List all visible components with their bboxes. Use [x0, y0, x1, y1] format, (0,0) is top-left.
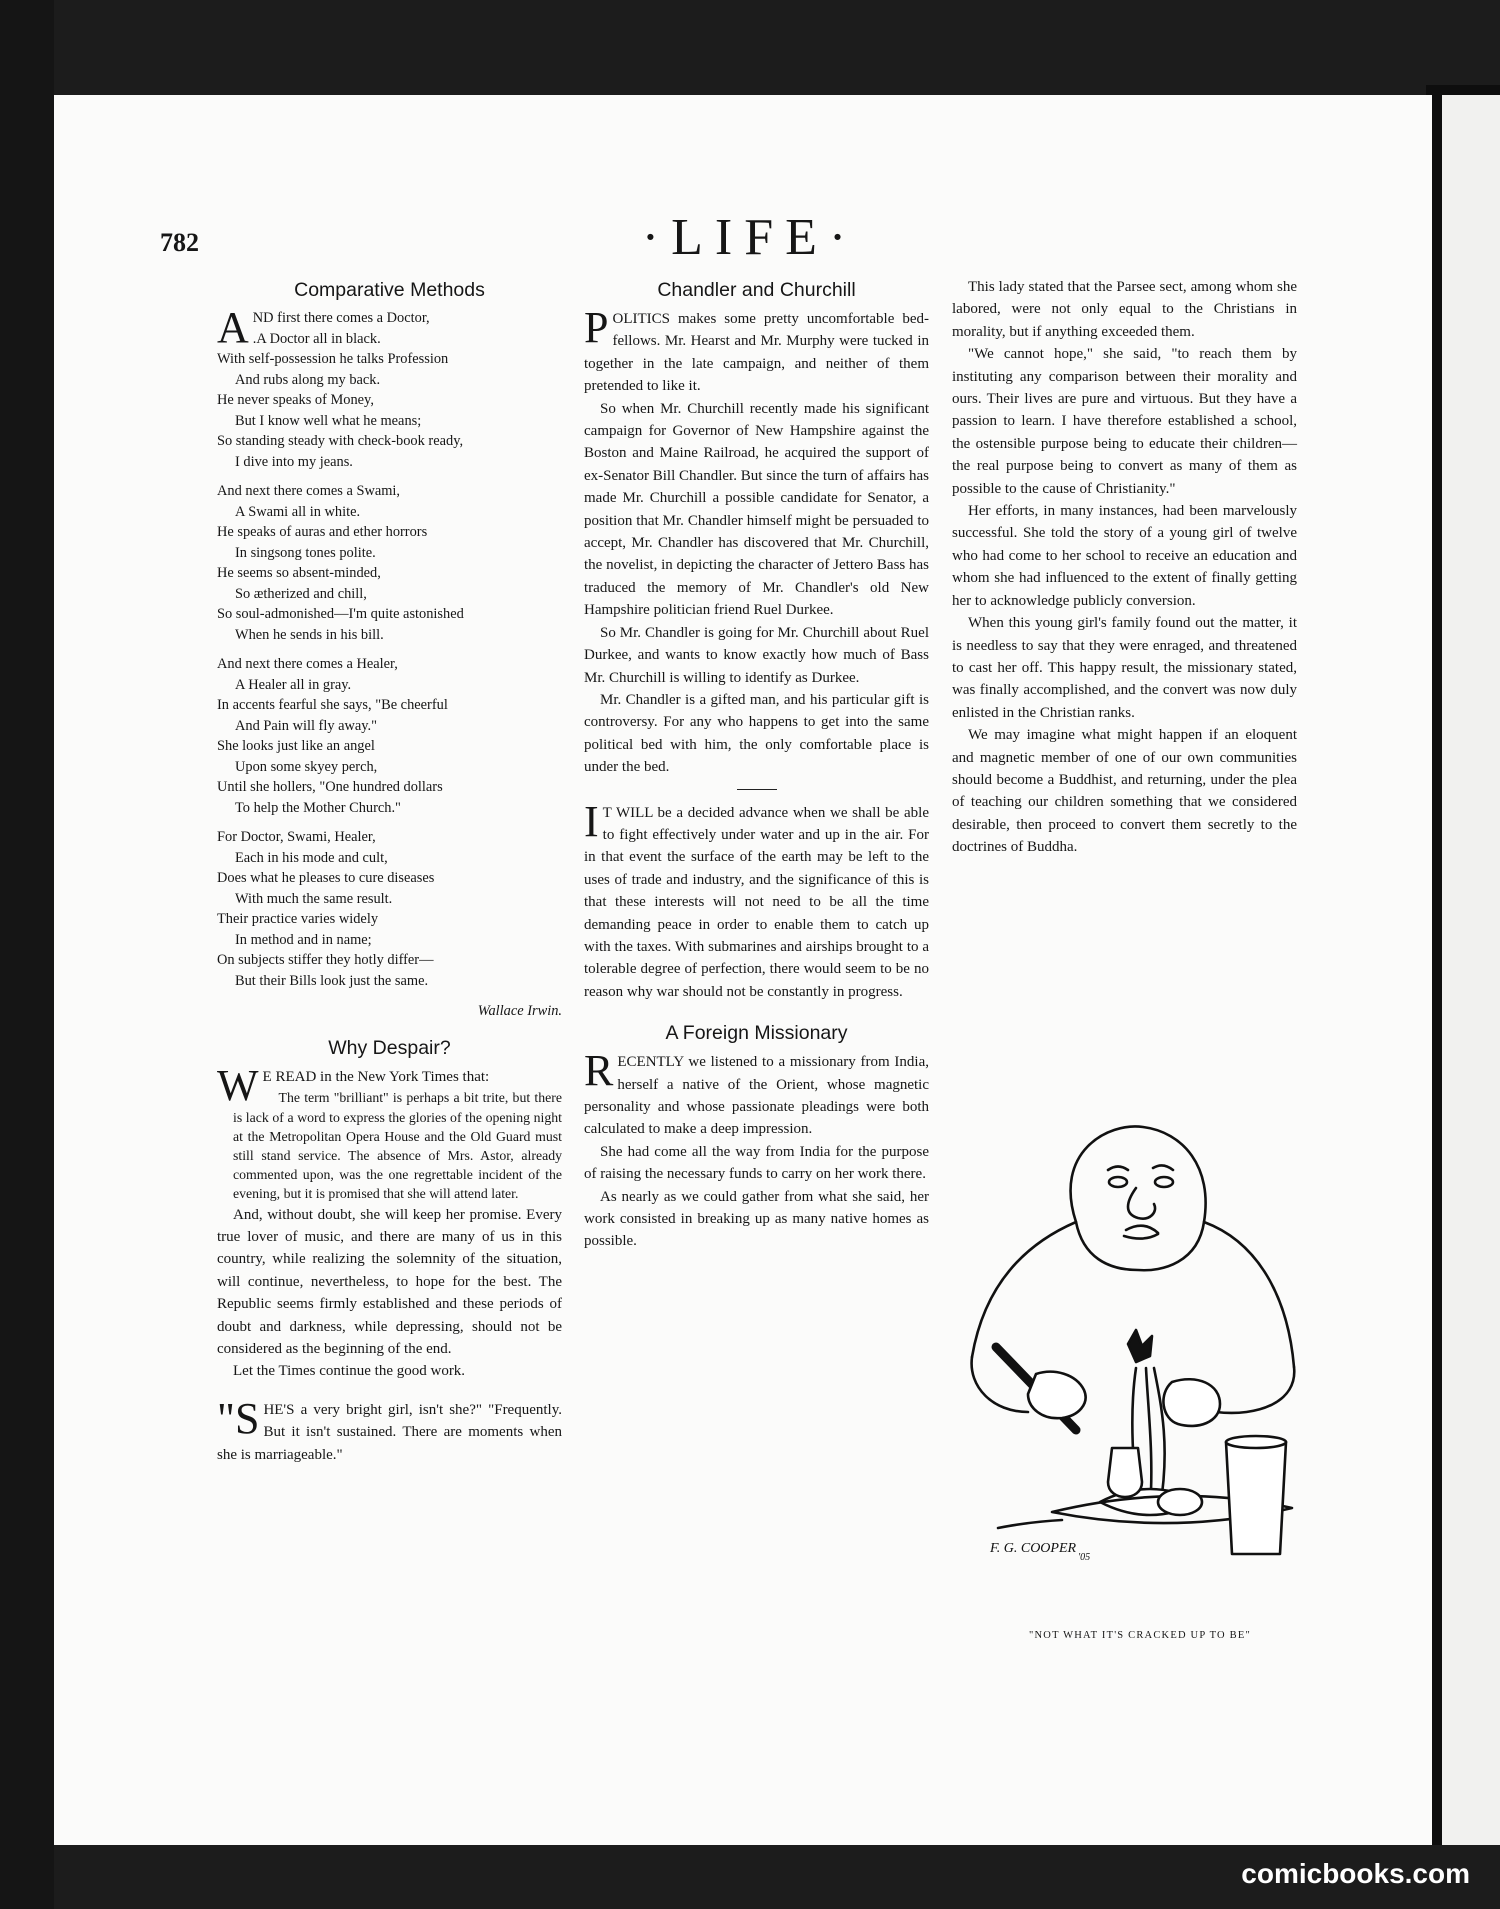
poem-line: In singsong tones polite. — [235, 544, 376, 561]
chandler-text: OLITICS makes some pretty uncomfortable bed-fellows. Mr. Hearst and Mr. Murphy were tucked in together in the late campaign, and neither of them pretended to like it. — [584, 311, 929, 395]
poem-line: I dive into my jeans. — [235, 453, 353, 470]
poem-line: But their Bills look just the same. — [235, 972, 429, 989]
missionary-paragraph — [584, 1046, 929, 1141]
illustration-signature: F. G. COOPER — [990, 1541, 1077, 1556]
chandler-paragraph: Mr. Chandler is a gifted man, and his particular gift is controversy. For any who happens to get into the same political bed with him, the only comfortable place is under the bed. — [584, 691, 929, 776]
poem-line: On subjects stiffer they hotly differ— — [217, 952, 434, 968]
poem-title: Comparative Methods — [294, 279, 485, 301]
drop-cap: R — [584, 1046, 614, 1096]
missionary-title: A Foreign Missionary — [665, 1022, 848, 1045]
poem-line: A Healer all in gray. — [235, 676, 352, 693]
joke-paragraph — [217, 1393, 562, 1466]
poem-line: Upon some skyey perch, — [235, 758, 378, 775]
scan-left-margin — [0, 0, 54, 1909]
poem-line: ND first there comes a Doctor, — [252, 310, 430, 326]
section-divider — [737, 789, 777, 790]
poem-stanza — [217, 654, 562, 818]
poem-line: Does what he pleases to cure diseases — [217, 870, 435, 886]
poem-line: When he sends in his bill. — [235, 626, 384, 643]
poem-line: And rubs along my back. — [235, 371, 381, 388]
missionary-continued: This lady stated that the Parsee sect, among whom she labored, were not only equal to the Christians in morality, but if anything exceeded them. — [952, 279, 1297, 340]
missionary-text: ECENTLY we listened to a missionary from India, herself a native of the Orient, whose magnetic personality and whose passionate pleadings were both calculated to make a deep impression. — [584, 1054, 929, 1138]
poem-line: But I know well what he means; — [235, 412, 422, 429]
missionary-paragraph: As nearly as we could gather from what she said, her work consisted in breaking up as many native homes as possible. — [584, 1188, 929, 1250]
chandler-paragraph: So when Mr. Churchill recently made his significant campaign for Governor of New Hampshire against the Boston and Maine Railroad, he acquired the support of ex-Senator Bill Chandler. But since the turn of affairs has made Mr. Churchill a possible candidate for Senator, a position that Mr. Chandler himself might be persuaded to accept, Mr. Chandler has discovered that Mr. Churchill, the novelist, in depicting the character of Jettero Bass has traduced the memory of Mr. Chandler's old New Hampshire politician friend Ruel Durkee. — [584, 400, 929, 619]
poem-stanza — [217, 481, 562, 645]
illustration-signature-year: '05 — [1078, 1552, 1091, 1562]
poem-line: He never speaks of Money, — [217, 392, 374, 408]
column-3 — [952, 276, 1297, 859]
poem-line: So standing steady with check-book ready, — [217, 433, 464, 449]
watermark-text: comicbooks.com — [1241, 1858, 1470, 1889]
chandler-paragraph: So Mr. Chandler is going for Mr. Churchill about Ruel Durkee, and wants to know exactly how much of Bass Mr. Churchill is willing to identify as Durkee. — [584, 624, 929, 686]
missionary-continued: Her efforts, in many instances, had been marvelously successful. She told the story of a young girl of twelve who had come to her school to receive an education and whom she had influenced to the extent of finally getting her to acknowledge publicly conversion. — [952, 503, 1297, 609]
poem-line: So ætherized and chill, — [235, 585, 367, 602]
despair-lead-text: E READ in the New York Times that: — [262, 1069, 490, 1085]
poem-line: To help the Mother Church." — [235, 799, 401, 816]
poem-stanza — [217, 303, 562, 472]
despair-title: Why Despair? — [328, 1037, 451, 1059]
poem-line: She looks just like an angel — [217, 738, 375, 754]
poem-line: Until she hollers, "One hundred dollars — [217, 779, 443, 795]
missionary-continued: "We cannot hope," she said, "to reach them by instituting any comparison between their morality and ours. Their lives are pure and virtuous. But they have a passion to learn. I have therefore established a school, the ostensible purpose being to educate their children—the real purpose being to convert as many of them as possible to the cause of Christianity." — [952, 346, 1297, 497]
poem-line: He seems so absent-minded, — [217, 565, 381, 581]
poem-line: Their practice varies widely — [217, 911, 379, 927]
poem-line: With self-possession he talks Profession — [217, 351, 449, 367]
poem-line: And next there comes a Swami, — [217, 483, 401, 499]
poem-line: And Pain will fly away." — [235, 717, 378, 734]
poem-stanza — [217, 827, 562, 991]
poem-line: And next there comes a Healer, — [217, 656, 398, 672]
column-1 — [217, 276, 562, 1466]
poem-author: Wallace Irwin. — [477, 1003, 562, 1019]
facing-page-edge — [1442, 95, 1500, 1845]
column-2 — [584, 276, 929, 1253]
despair-paragraph: And, without doubt, she will keep her promise. Every true lover of music, and there are many of us in this country, while realizing the solemnity of the situation, will continue, nevertheless, to hope for the best. The Republic seems firmly established and these periods of doubt and darkness, while depressing, should not be considered as the beginning of the end. — [217, 1206, 562, 1358]
advance-text: T WILL be a decided advance when we shall be able to fight effectively under water and up in the air. For in that event the surface of the earth may be left to the uses of trade and industry, and the significance of this is that these interests will not need to be all the time demanding peace in order to enable them to catch up with the taxes. With submarines and airships brought to a tolerable degree of perfection, there would seem to be no reason why war should not be constantly in progress. — [584, 804, 929, 1000]
chandler-paragraph — [584, 303, 929, 398]
cartoon-illustration — [958, 1112, 1308, 1562]
missionary-continued: We may imagine what might happen if an eloquent and magnetic member of one of our own communities should become a Buddhist, and returning, under the plea of teaching our children something that we considered desirable, then proceed to convert them secretly to the doctrines of Buddha. — [952, 727, 1297, 856]
poem-line: Each in his mode and cult, — [235, 849, 388, 866]
drop-cap: "S — [217, 1393, 260, 1443]
poem-line: A Swami all in white. — [235, 503, 361, 520]
advance-paragraph — [584, 796, 929, 1004]
despair-quote: The term "brilliant" is perhaps a bit trite, but there is lack of a word to express the glories of the opening night at the Metropolitan Opera House and the Old Guard must still stand service. The absence of Mrs. Astor, already commented upon, was the one regrettable incident of the evening, but it is promised that she will attend later. — [233, 1090, 562, 1202]
poem-line: In accents fearful she says, "Be cheerful — [217, 697, 448, 713]
despair-closing: Let the Times continue the good work. — [233, 1363, 466, 1380]
drop-cap: W — [217, 1061, 259, 1110]
page-number: 782 — [160, 228, 199, 257]
poem-body — [217, 303, 562, 991]
missionary-continued: When this young girl's family found out the matter, it is needless to say that they were enraged, and threatened to cast her off. This happy result, the missionary stated, was finally accomplished, and the convert was now duly enlisted in the Christian ranks. — [952, 615, 1297, 721]
drop-cap: A — [217, 303, 249, 352]
joke-text: HE'S a very bright girl, isn't she?" "Frequently. But it isn't sustained. There are moments when she is marriageable." — [217, 1401, 562, 1463]
poem-line: He speaks of auras and ether horrors — [217, 524, 428, 540]
missionary-paragraph: She had come all the way from India for the purpose of raising the necessary funds to carry on her work there. — [584, 1143, 929, 1183]
drop-cap: P — [584, 303, 609, 352]
illustration-caption: "NOT WHAT IT'S CRACKED UP TO BE" — [1029, 1630, 1251, 1641]
despair-lead — [217, 1061, 562, 1110]
poem-line: .A Doctor all in black. — [252, 330, 381, 347]
poem-line: In method and in name; — [235, 931, 372, 948]
chandler-title: Chandler and Churchill — [657, 279, 856, 301]
poem-line: For Doctor, Swami, Healer, — [217, 829, 376, 845]
poem-line: With much the same result. — [235, 890, 393, 907]
poem-line: So soul-admonished—I'm quite astonished — [217, 606, 464, 622]
masthead: ·LIFE· — [641, 209, 859, 266]
drop-cap: I — [584, 796, 599, 846]
